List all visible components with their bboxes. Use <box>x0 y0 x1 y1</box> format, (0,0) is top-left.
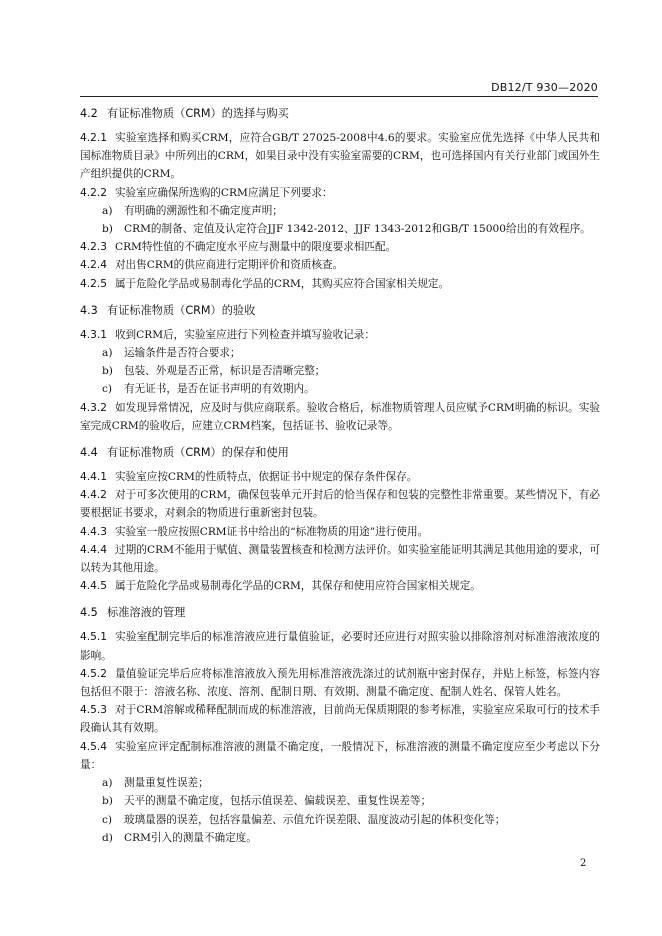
section-heading <box>80 104 600 123</box>
list-marker: b) <box>102 795 113 808</box>
clause-number: 4.5.2 <box>80 667 107 680</box>
page-number: 2 <box>580 858 587 869</box>
list-marker: c) <box>102 813 113 826</box>
list-item <box>80 344 600 362</box>
clause-number: 4.4.5 <box>80 580 107 593</box>
clause-paragraph <box>80 577 600 595</box>
section-number: 4.3 <box>80 303 98 317</box>
clause-text: CRM特性值的不确定度水平应与测量中的限度要求相匹配。 <box>114 241 397 254</box>
clause-number: 4.2.4 <box>80 259 107 272</box>
list-item-text: 有明确的溯源性和不确定度声明； <box>124 204 283 217</box>
list-item-text: 运输条件是否符合要求； <box>124 347 241 360</box>
clause-number: 4.5.1 <box>80 631 107 644</box>
clause-text: 实验室选择和购买CRM，应符合GB/T 27025-2008中4.6的要求。实验室应优先选择《中华人民共和国标准物质目录》中所列出的CRM，如果目录中没有实验室需要的CRM，也可选择国内有关行业部门或国外生产组织提供的CRM。 <box>80 132 600 181</box>
section-title: 有证标准物质（CRM）的验收 <box>107 303 256 317</box>
clause-number: 4.5.4 <box>80 740 107 753</box>
clause-paragraph <box>80 184 600 202</box>
list-marker: a) <box>102 204 113 217</box>
section-title: 有证标准物质（CRM）的保存和使用 <box>107 446 289 460</box>
clause-paragraph <box>80 129 600 184</box>
list-item <box>80 829 600 847</box>
clause-text: 对出售CRM的供应商进行定期评价和资质核查。 <box>114 259 344 272</box>
section-number: 4.2 <box>80 107 98 120</box>
document-code: DB12/T 930—2020 <box>491 81 598 94</box>
clause-text: 实验室应评定配制标准溶液的测量不确定度，一般情况下，标准溶液的测量不确定度应至少考虑以下分量： <box>80 740 600 771</box>
clause-number: 4.3.2 <box>80 401 107 414</box>
clause-paragraph <box>80 665 600 701</box>
clause-text: 属于危险化学品或易制毒化学品的CRM，其购买应符合国家相关规定。 <box>114 277 450 290</box>
list-item <box>80 202 600 220</box>
clause-paragraph <box>80 701 600 737</box>
list-item <box>80 792 600 810</box>
clause-number: 4.2.3 <box>80 241 107 254</box>
list-marker: b) <box>102 365 113 378</box>
clause-paragraph <box>80 523 600 541</box>
clause-number: 4.2.5 <box>80 277 107 290</box>
clause-text: 量值验证完毕后应将标准溶液放入预先用标准溶液洗涤过的试剂瓶中密封保存，并贴上标签，标签内容包括但不限于：溶液名称、浓度、溶剂、配制日期、有效期、测量不确定度、配制人姓名、保管人姓名。 <box>80 667 600 699</box>
list-marker: c) <box>102 383 113 396</box>
list-item-text: CRM引入的测量不确定度。 <box>124 831 257 844</box>
list-item-text: 测量重复性误差； <box>124 777 209 790</box>
clause-paragraph <box>80 256 600 274</box>
clause-number: 4.4.4 <box>80 543 107 556</box>
section-title: 有证标准物质（CRM）的选择与购买 <box>107 107 289 120</box>
clause-paragraph <box>80 738 600 774</box>
list-marker: a) <box>102 347 113 360</box>
header-rule <box>80 96 598 97</box>
section-heading <box>80 301 600 320</box>
clause-paragraph <box>80 326 600 344</box>
clause-number: 4.2.2 <box>80 186 107 199</box>
clause-number: 4.3.1 <box>80 328 107 341</box>
section-number: 4.4 <box>80 446 98 460</box>
list-marker: a) <box>102 777 113 790</box>
list-marker: d) <box>102 831 113 844</box>
section-heading <box>80 603 600 622</box>
clause-text: 属于危险化学品或易制毒化学品的CRM，其保存和使用应符合国家相关规定。 <box>114 580 481 593</box>
clause-text: 如发现异常情况，应及时与供应商联系。验收合格后，标准物质管理人员应赋予CRM明确的标识。实验室完成CRM的验收后，应建立CRM档案，包括证书、验收记录等。 <box>80 401 600 432</box>
clause-paragraph <box>80 468 600 486</box>
list-item-text: 玻璃量器的误差，包括容量偏差、示值允许误差限、温度波动引起的体积变化等； <box>124 813 506 826</box>
clause-text: 对于可多次使用的CRM，确保包装单元开封后的恰当保存和包装的完整性非常重要。某些情况下，有必要根据证书要求，对剩余的物质进行重新密封包装。 <box>80 489 600 520</box>
clause-text: 实验室一般应按照CRM证书中给出的“标准物质的用途”进行使用。 <box>114 525 429 538</box>
clause-number: 4.4.3 <box>80 525 107 538</box>
section-heading <box>80 443 600 462</box>
list-marker: b) <box>102 223 113 236</box>
clause-text: 实验室应按CRM的性质特点，依据证书中规定的保存条件保存。 <box>114 471 418 484</box>
list-item <box>80 362 600 380</box>
clause-number: 4.4.2 <box>80 489 107 502</box>
clause-text: 收到CRM后，实验室应进行下列检查并填写验收记录： <box>114 328 375 341</box>
list-item <box>80 380 600 398</box>
clause-text: 对于CRM溶解或稀释配制而成的标准溶液，目前尚无保质期限的参考标准，实验室应采取可行的技术手段确认其有效期。 <box>80 704 600 735</box>
list-item <box>80 220 600 238</box>
list-item <box>80 811 600 829</box>
section-title: 标准溶液的管理 <box>107 606 186 620</box>
list-item-text: 有无证书，是否在证书声明的有效期内。 <box>124 383 315 396</box>
clause-number: 4.2.1 <box>80 132 107 144</box>
clause-text: 实验室配制完毕后的标准溶液应进行量值验证，必要时还应进行对照实验以排除溶剂对标准溶液浓度的影响。 <box>80 631 600 662</box>
list-item-text: 天平的测量不确定度，包括示值误差、偏载误差、重复性误差等； <box>124 795 432 808</box>
document-body <box>80 104 600 847</box>
list-item-text: CRM的制备、定值及认定符合JJF 1342-2012、JJF 1343-2012和GB/T 15000给出的有效程序。 <box>124 223 591 236</box>
clause-number: 4.4.1 <box>80 471 107 484</box>
list-item <box>80 774 600 792</box>
clause-paragraph <box>80 628 600 664</box>
clause-paragraph <box>80 399 600 435</box>
clause-paragraph <box>80 541 600 577</box>
clause-paragraph <box>80 238 600 256</box>
list-item-text: 包装、外观是否正常，标识是否清晰完整； <box>124 365 326 378</box>
clause-number: 4.5.3 <box>80 704 107 717</box>
clause-text: 过期的CRM不能用于赋值、测量装置核查和检测方法评价。如实验室能证明其满足其他用途的要求，可以转为其他用途。 <box>80 543 600 575</box>
clause-paragraph <box>80 275 600 293</box>
clause-text: 实验室应确保所选购的CRM应满足下列要求： <box>114 186 333 199</box>
section-number: 4.5 <box>80 606 98 620</box>
clause-paragraph <box>80 486 600 522</box>
